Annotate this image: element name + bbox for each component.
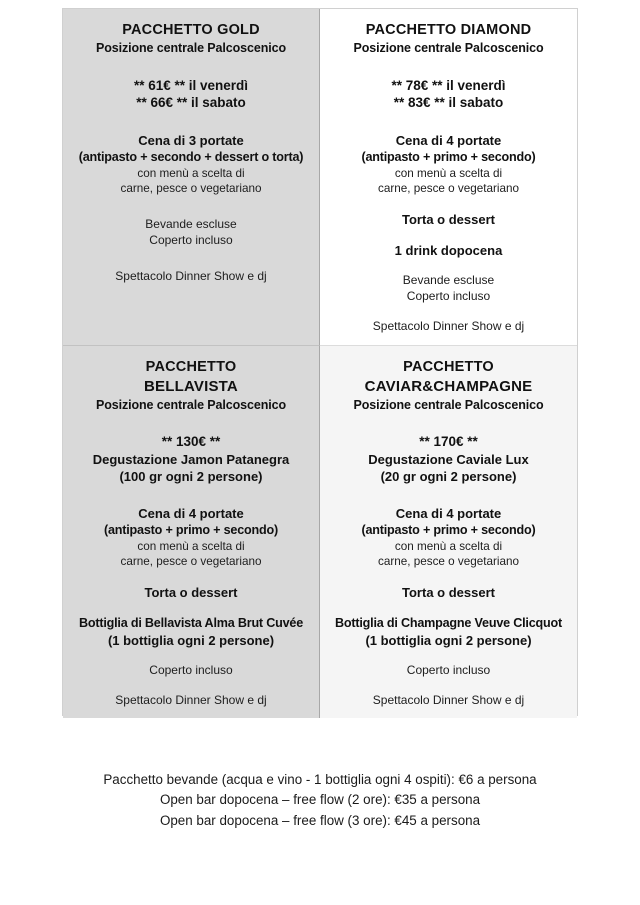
price-friday: ** 78€ ** il venerdì (391, 77, 506, 93)
package-inclusions (71, 663, 311, 679)
package-bottle (328, 615, 569, 649)
package-heading (71, 21, 311, 57)
tasting-qty: (20 gr ogni 2 persone) (380, 469, 517, 485)
tasting-price: ** 170€ ** (419, 434, 478, 450)
bottle-name: Bottiglia di Bellavista Alma Brut Cuvée (78, 616, 304, 631)
extras-footer (0, 770, 640, 831)
tasting-name: Degustazione Caviale Lux (368, 451, 529, 467)
dessert-info: Torta o dessert (402, 584, 495, 600)
package-card-gold (63, 9, 320, 346)
show-info: Spettacolo Dinner Show e dj (115, 268, 267, 283)
package-inclusions (328, 273, 569, 305)
bottle-name: Bottiglia di Champagne Veuve Clicquot (334, 616, 562, 631)
dinner-title: Cena di 4 portate (138, 506, 244, 522)
dinner-courses: (antipasto + primo + secondo) (361, 523, 536, 538)
package-subtitle: Posizione centrale Palcoscenico (95, 397, 287, 412)
dinner-courses: (antipasto + primo + secondo) (361, 150, 536, 165)
show-info: Spettacolo Dinner Show e dj (372, 318, 525, 333)
package-dessert (328, 584, 569, 601)
cover-included: Coperto incluso (149, 662, 233, 677)
package-title: PACCHETTO (403, 358, 494, 375)
package-dessert (71, 584, 311, 601)
package-card-diamond (320, 9, 577, 346)
price-saturday: ** 66€ ** il sabato (136, 95, 246, 111)
cover-included: Coperto incluso (149, 232, 233, 247)
package-subtitle: Posizione centrale Palcoscenico (353, 41, 544, 56)
menu-options: carne, pesce o vegetariano (120, 182, 262, 196)
package-prices (71, 77, 311, 113)
package-dinner (71, 505, 311, 570)
drinks-excluded: Bevande escluse (402, 273, 495, 288)
drinks-excluded: Bevande escluse (145, 216, 237, 231)
menu-choice: con menù a scelta di (137, 540, 245, 553)
menu-choice: con menù a scelta di (137, 167, 245, 181)
dessert-info: Torta o dessert (144, 584, 238, 600)
package-tasting (328, 433, 569, 485)
price-friday: ** 61€ ** il venerdì (133, 77, 249, 93)
package-heading (71, 358, 311, 413)
package-tasting (71, 433, 311, 485)
package-show (328, 693, 569, 709)
tasting-qty: (100 gr ogni 2 persone) (119, 469, 263, 485)
package-heading (328, 358, 569, 413)
menu-choice: con menù a scelta di (394, 167, 503, 181)
package-dinner (328, 132, 569, 197)
footer-drinks-package: Pacchetto bevande (acqua e vino - 1 bottiglia ogni 4 ospiti): €6 a persona (103, 772, 537, 787)
package-inclusions (71, 217, 311, 249)
price-saturday: ** 83€ ** il sabato (393, 95, 504, 111)
menu-options: carne, pesce o vegetariano (378, 182, 519, 196)
cover-included: Coperto incluso (406, 662, 491, 677)
package-prices (328, 77, 569, 113)
dinner-title: Cena di 4 portate (395, 506, 502, 522)
menu-choice: con menù a scelta di (394, 540, 503, 553)
package-title: PACCHETTO (145, 358, 237, 375)
package-inclusions (328, 663, 569, 679)
package-title: PACCHETTO GOLD (122, 22, 260, 38)
package-show (71, 693, 311, 709)
cover-included: Coperto incluso (406, 289, 491, 304)
package-card-caviar-champagne (320, 346, 577, 719)
tasting-price: ** 130€ ** (161, 434, 221, 450)
packages-grid (62, 8, 578, 716)
show-info: Spettacolo Dinner Show e dj (372, 692, 525, 707)
drink-info: 1 drink dopocena (394, 243, 503, 259)
menu-options: carne, pesce o vegetariano (378, 555, 519, 569)
package-dinner (328, 505, 569, 570)
bottle-qty: (1 bottiglia ogni 2 persone) (365, 632, 532, 648)
dinner-title: Cena di 4 portate (395, 133, 502, 149)
package-title-name: CAVIAR&CHAMPAGNE (364, 377, 533, 395)
dinner-courses: (antipasto + secondo + dessert o torta) (78, 150, 304, 165)
tasting-name: Degustazione Jamon Patanegra (92, 451, 290, 467)
bottle-qty: (1 bottiglia ogni 2 persone) (107, 632, 275, 648)
dinner-title: Cena di 3 portate (138, 133, 244, 149)
dessert-info: Torta o dessert (402, 211, 495, 227)
package-drink (328, 242, 569, 259)
footer-openbar-2h: Open bar dopocena – free flow (2 ore): €35 a persona (159, 792, 481, 808)
footer-openbar-3h: Open bar dopocena – free flow (3 ore): €45 a persona (159, 812, 481, 828)
package-heading (328, 21, 569, 57)
package-dessert (328, 211, 569, 228)
package-show (328, 319, 569, 335)
menu-options: carne, pesce o vegetariano (120, 555, 262, 569)
dinner-courses: (antipasto + primo + secondo) (103, 523, 279, 538)
package-bottle (71, 615, 311, 649)
package-subtitle: Posizione centrale Palcoscenico (353, 397, 544, 412)
package-card-bellavista (63, 346, 320, 719)
package-title: PACCHETTO DIAMOND (365, 22, 532, 38)
package-dinner (71, 132, 311, 197)
package-show (71, 269, 311, 285)
show-info: Spettacolo Dinner Show e dj (115, 692, 267, 707)
package-title-name: BELLAVISTA (144, 377, 238, 395)
package-subtitle: Posizione centrale Palcoscenico (95, 41, 287, 56)
